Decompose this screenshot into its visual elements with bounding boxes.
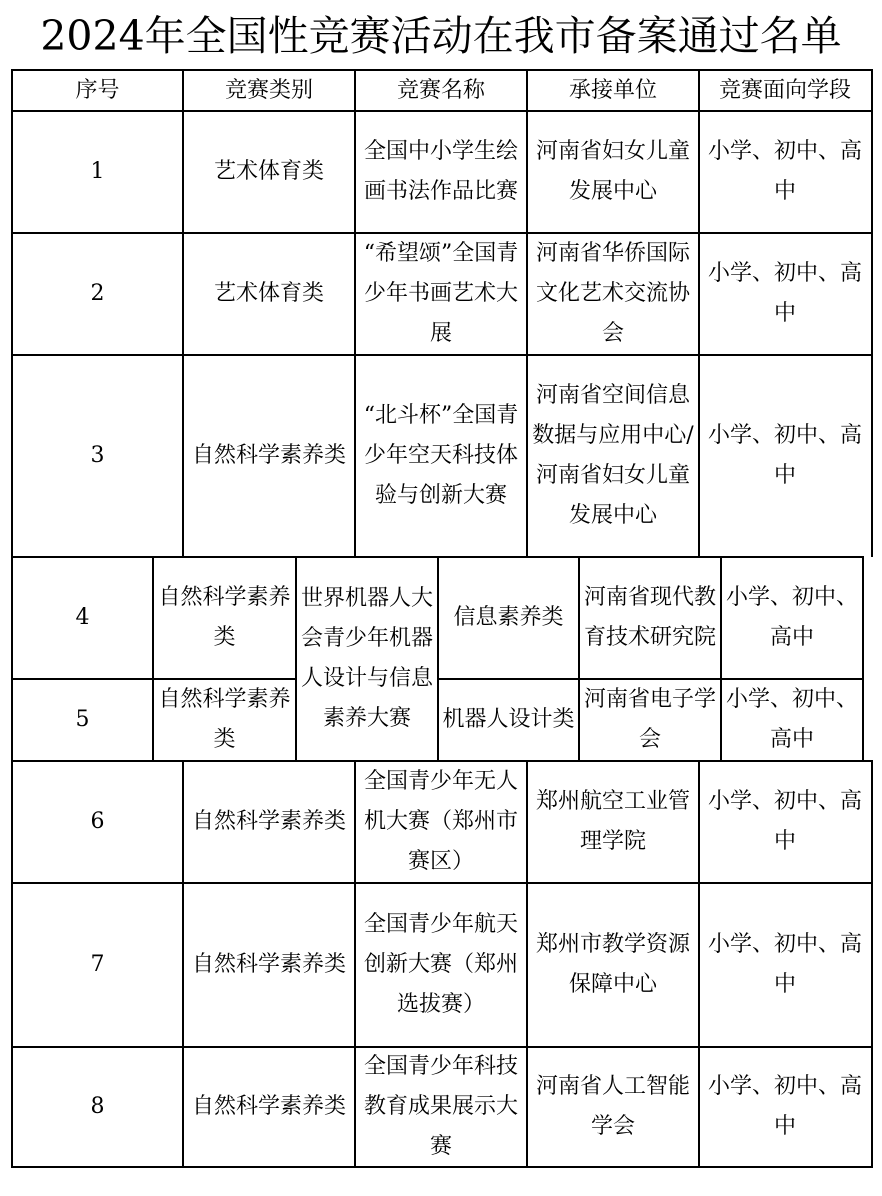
row-5-subcategory: 机器人设计类: [442, 707, 575, 732]
grid-line: [12, 232, 872, 234]
header-category: 竞赛类别: [224, 77, 313, 103]
grid-line: [437, 556, 439, 761]
row-5-level: 小学、初中、高中: [725, 687, 858, 752]
header-name: 竞赛名称: [396, 77, 485, 103]
grid-line: [12, 69, 872, 71]
grid-line: [698, 760, 700, 1168]
row-3-no: 3: [90, 443, 105, 468]
row-3-organizer: 河南省空间信息数据与应用中心/河南省妇女儿童发展中心: [532, 383, 694, 528]
row-4-category: 自然科学素养类: [158, 585, 291, 650]
grid-line: [354, 760, 356, 1168]
page-title: 2024年全国性竞赛活动在我市备案通过名单: [40, 12, 842, 60]
grid-line: [438, 678, 864, 680]
row-2-no: 2: [90, 281, 105, 306]
row-1-no: 1: [90, 159, 105, 184]
row-7-level: 小学、初中、高中: [707, 932, 862, 997]
grid-line: [12, 354, 872, 356]
grid-line: [354, 69, 356, 557]
row-1-organizer: 河南省妇女儿童发展中心: [535, 139, 690, 204]
row-4-level: 小学、初中、高中: [725, 585, 858, 650]
row-2-category: 艺术体育类: [213, 281, 324, 306]
grid-line: [871, 760, 873, 1168]
grid-line: [152, 556, 154, 761]
row-3-category: 自然科学素养类: [191, 443, 346, 468]
row-4-subcategory: 信息素养类: [453, 605, 564, 630]
grid-line: [12, 760, 872, 762]
row-3-level: 小学、初中、高中: [707, 423, 862, 488]
row-5-category: 自然科学素养类: [158, 687, 291, 752]
grid-line: [12, 110, 872, 112]
row-4-5-name: 世界机器人大会青少年机器人设计与信息素养大赛: [300, 586, 433, 731]
row-6-no: 6: [90, 809, 105, 834]
grid-line: [871, 69, 873, 557]
row-6-level: 小学、初中、高中: [707, 789, 862, 854]
grid-line: [698, 69, 700, 557]
header-no: 序号: [75, 77, 120, 103]
row-8-category: 自然科学素养类: [191, 1094, 346, 1119]
grid-line: [12, 678, 297, 680]
grid-line: [12, 882, 872, 884]
row-2-name: “希望颂”全国青少年书画艺术大展: [363, 241, 519, 346]
row-7-category: 自然科学素养类: [191, 952, 346, 977]
row-1-level: 小学、初中、高中: [707, 139, 862, 204]
grid-line: [182, 69, 184, 557]
row-4-organizer: 河南省现代教育技术研究院: [583, 585, 716, 650]
row-1-name: 全国中小学生绘画书法作品比赛: [363, 139, 518, 204]
grid-line: [526, 69, 528, 557]
row-8-no: 8: [90, 1094, 105, 1119]
grid-line: [11, 69, 13, 557]
row-7-no: 7: [90, 952, 105, 977]
row-7-name: 全国青少年航天创新大赛（郑州选拔赛）: [363, 912, 518, 1017]
header-organizer: 承接单位: [568, 77, 657, 103]
row-2-organizer: 河南省华侨国际文化艺术交流协会: [535, 241, 690, 346]
grid-line: [720, 556, 722, 761]
grid-line: [295, 556, 297, 761]
row-7-organizer: 郑州市教学资源保障中心: [535, 932, 690, 997]
row-2-level: 小学、初中、高中: [707, 261, 862, 326]
row-3-name: “北斗杯”全国青少年空天科技体验与创新大赛: [363, 403, 519, 508]
grid-line: [578, 556, 580, 761]
row-1-category: 艺术体育类: [213, 159, 324, 184]
header-level: 竞赛面向学段: [718, 77, 851, 103]
row-5-no: 5: [75, 707, 90, 732]
row-8-organizer: 河南省人工智能学会: [535, 1074, 690, 1139]
row-6-category: 自然科学素养类: [191, 809, 346, 834]
row-6-organizer: 郑州航空工业管理学院: [535, 789, 690, 854]
row-8-level: 小学、初中、高中: [707, 1074, 862, 1139]
row-4-no: 4: [75, 605, 90, 630]
grid-line: [526, 760, 528, 1168]
row-5-organizer: 河南省电子学会: [583, 687, 716, 752]
grid-line: [182, 760, 184, 1168]
row-8-name: 全国青少年科技教育成果展示大赛: [363, 1054, 518, 1159]
grid-line: [11, 556, 13, 761]
grid-line: [862, 556, 864, 761]
row-6-name: 全国青少年无人机大赛（郑州市赛区）: [363, 769, 518, 874]
grid-line: [11, 760, 13, 1168]
grid-line: [12, 1166, 872, 1168]
grid-line: [12, 1046, 872, 1048]
